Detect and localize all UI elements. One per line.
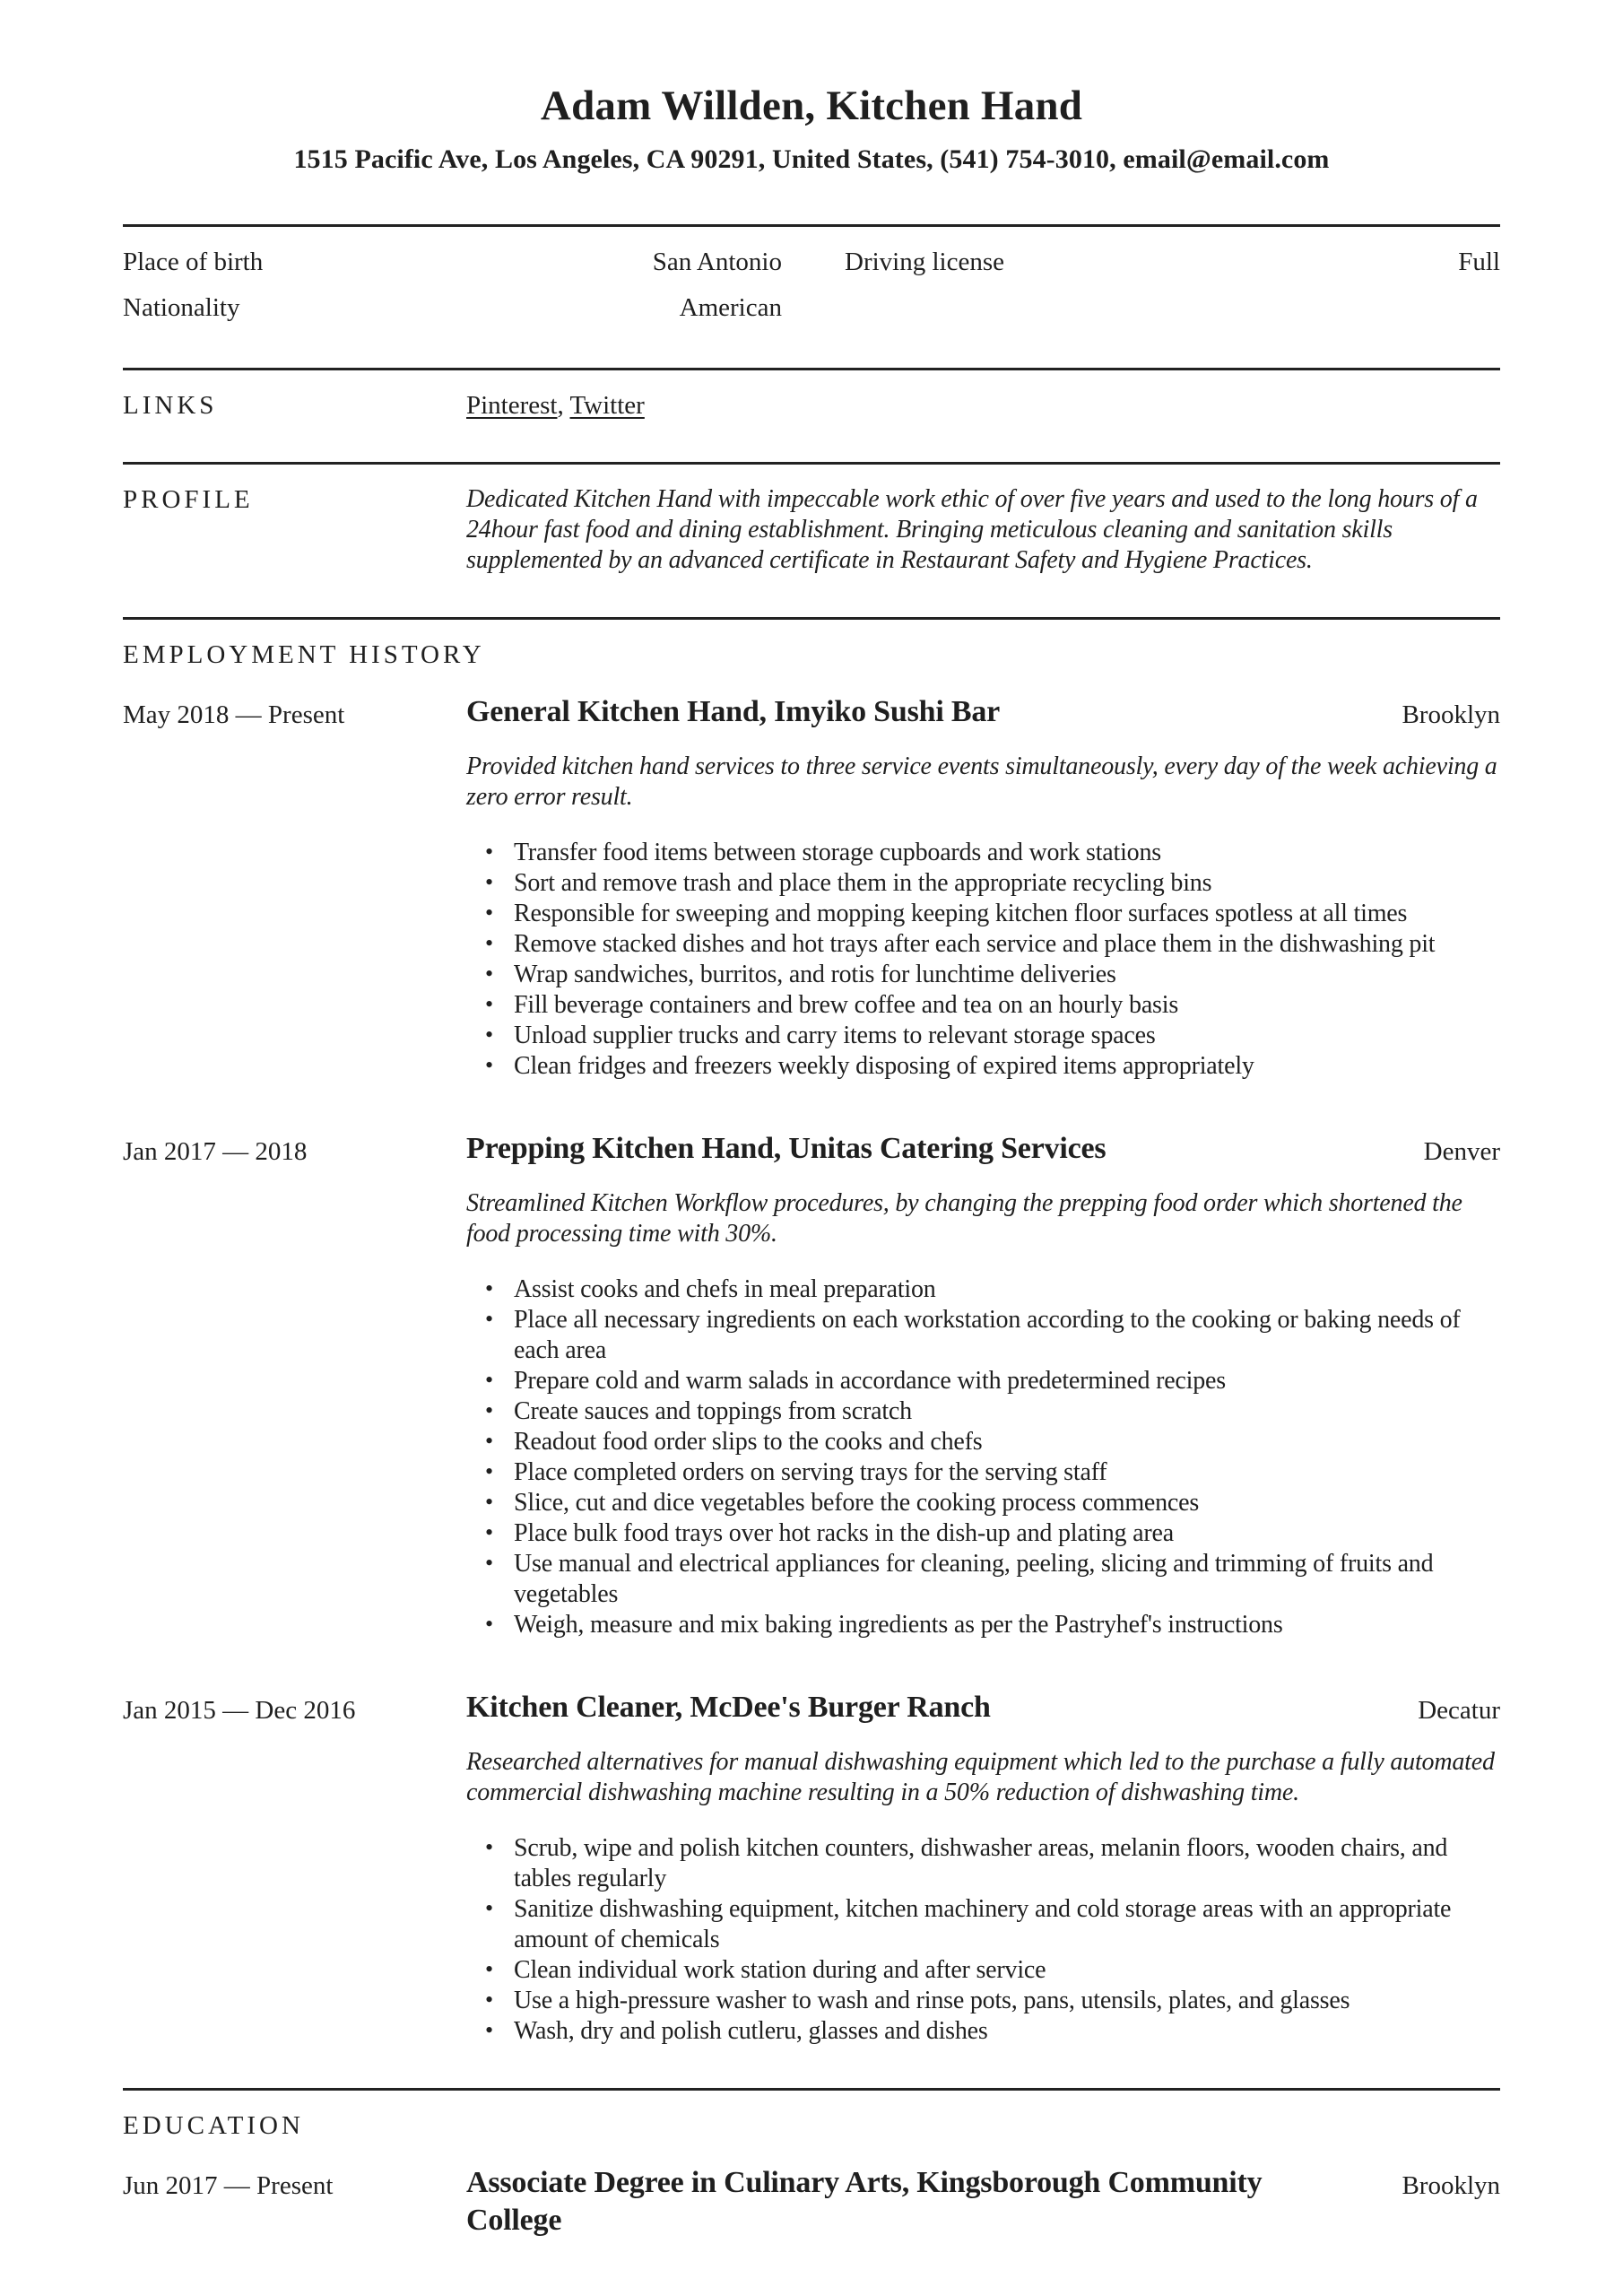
- driving-license-value: Full: [1458, 247, 1500, 276]
- job-bullet: • Prepare cold and warm salads in accordance with predetermined recipes: [514, 1366, 1500, 1396]
- details-row: [123, 247, 1500, 277]
- resume-header: [123, 83, 1500, 175]
- education-entry: [123, 2164, 1500, 2239]
- job-bullet: • Place all necessary ingredients on each workstation according to the cooking or baking needs of each area: [514, 1305, 1500, 1366]
- details-row: [123, 292, 1500, 323]
- job-summary: Provided kitchen hand services to three service events simultaneously, every day of the week achieving a zero error result.: [466, 752, 1497, 811]
- driving-license-label: Driving license: [845, 247, 1004, 276]
- job-title: Prepping Kitchen Hand, Unitas Catering Services: [466, 1131, 1107, 1165]
- job-bullet: • Remove stacked dishes and hot trays after each service and place them in the dishwashing pit: [514, 929, 1500, 960]
- job-dates: Jan 2017 — 2018: [123, 1136, 308, 1166]
- job-bullet: • Transfer food items between storage cupboards and work stations: [514, 838, 1500, 868]
- job-summary: Streamlined Kitchen Workflow procedures, by changing the prepping food order which shortened the food processing time with 30%.: [466, 1188, 1462, 1248]
- job-bullet: • Wash, dry and polish cutleru, glasses and dishes: [514, 2016, 1500, 2047]
- education-heading: EDUCATION: [123, 2110, 304, 2140]
- job-location: Brooklyn: [1402, 700, 1500, 729]
- job-bullet: • Unload supplier trucks and carry items to relevant storage spaces: [514, 1021, 1500, 1051]
- candidate-name: Adam Willden, Kitchen Hand: [540, 83, 1083, 129]
- job-bullet: • Weigh, measure and mix baking ingredients as per the Pastryhef's instructions: [514, 1610, 1500, 1640]
- job-bullet: • Use manual and electrical appliances for cleaning, peeling, slicing and trimming of fruits and vegetables: [514, 1549, 1500, 1610]
- job-bullet: • Assist cooks and chefs in meal preparation: [514, 1274, 1500, 1305]
- details-empty-cell: [845, 292, 1500, 323]
- job-entry: [123, 1130, 1500, 1640]
- job-bullet: • Place completed orders on serving trays for the serving staff: [514, 1457, 1500, 1488]
- job-entry: [123, 693, 1500, 1082]
- job-bullet: • Readout food order slips to the cooks and chefs: [514, 1427, 1500, 1457]
- job-dates: Jan 2015 — Dec 2016: [123, 1695, 356, 1725]
- job-bullet: • Wrap sandwiches, burritos, and rotis for lunchtime deliveries: [514, 960, 1500, 990]
- profile-text: Dedicated Kitchen Hand with impeccable work ethic of over five years and used to the long hours of a 24hour fast food and dining establishment. Bringing meticulous cleaning and sanitation skills supplemented by an advanced certificate in Restaurant Safety and Hygiene Practices.: [466, 484, 1478, 574]
- job-bullet: • Create sauces and toppings from scratch: [514, 1396, 1500, 1427]
- job-bullet: • Fill beverage containers and brew coffee and tea on an hourly basis: [514, 990, 1500, 1021]
- place-of-birth-value: San Antonio: [652, 247, 782, 276]
- links-list: [466, 390, 1500, 421]
- links-separator: ,: [557, 390, 570, 420]
- job-bullet-list: [466, 1274, 1500, 1640]
- details-spacer: [782, 247, 845, 277]
- links-heading: LINKS: [123, 390, 218, 420]
- place-of-birth-label: Place of birth: [123, 247, 264, 276]
- job-title: General Kitchen Hand, Imyiko Sushi Bar: [466, 694, 1001, 728]
- job-bullet: • Responsible for sweeping and mopping keeping kitchen floor surfaces spotless at all times: [514, 899, 1500, 929]
- education-dates: Jun 2017 — Present: [123, 2170, 334, 2200]
- job-bullet: • Scrub, wipe and polish kitchen counters, dishwasher areas, melanin floors, wooden chairs, and tables regularly: [514, 1833, 1500, 1894]
- profile-heading: PROFILE: [123, 484, 254, 514]
- job-bullet: • Use a high-pressure washer to wash and rinse pots, pans, utensils, plates, and glasses: [514, 1986, 1500, 2016]
- nationality-value: American: [679, 292, 782, 322]
- nationality-label: Nationality: [123, 292, 240, 322]
- twitter-link[interactable]: Twitter: [569, 390, 645, 420]
- job-entry: [123, 1689, 1500, 2047]
- job-bullet: • Clean fridges and freezers weekly disposing of expired items appropriately: [514, 1051, 1500, 1082]
- job-bullet-list: [466, 1833, 1500, 2047]
- job-location: Denver: [1423, 1136, 1500, 1166]
- profile-section: [123, 462, 1500, 617]
- job-dates: May 2018 — Present: [123, 700, 345, 729]
- job-bullet-list: [466, 838, 1500, 1082]
- details-spacer: [782, 292, 845, 323]
- links-section: [123, 368, 1500, 462]
- job-location: Decatur: [1418, 1695, 1500, 1725]
- pinterest-link[interactable]: Pinterest: [466, 390, 558, 420]
- education-section: [123, 2088, 1500, 2239]
- employment-heading: EMPLOYMENT HISTORY: [123, 639, 485, 669]
- job-bullet: • Place bulk food trays over hot racks in the dish-up and plating area: [514, 1518, 1500, 1549]
- job-summary: Researched alternatives for manual dishwashing equipment which led to the purchase a fully automated commercial dishwashing machine resulting in a 50% reduction of dishwashing time.: [466, 1747, 1495, 1806]
- job-bullet: • Clean individual work station during and after service: [514, 1955, 1500, 1986]
- job-bullet: • Slice, cut and dice vegetables before the cooking process commences: [514, 1488, 1500, 1518]
- education-title: Associate Degree in Culinary Arts, Kingsborough Community College: [466, 2165, 1263, 2237]
- job-bullet: • Sanitize dishwashing equipment, kitchen machinery and cold storage areas with an appropriate amount of chemicals: [514, 1894, 1500, 1955]
- contact-line: 1515 Pacific Ave, Los Angeles, CA 90291, United States, (541) 754-3010, email@email.com: [293, 144, 1330, 174]
- personal-details-section: [123, 224, 1500, 368]
- job-bullet: • Sort and remove trash and place them in the appropriate recycling bins: [514, 868, 1500, 899]
- job-title: Kitchen Cleaner, McDee's Burger Ranch: [466, 1690, 991, 1724]
- employment-section: [123, 617, 1500, 2088]
- education-location: Brooklyn: [1402, 2170, 1500, 2200]
